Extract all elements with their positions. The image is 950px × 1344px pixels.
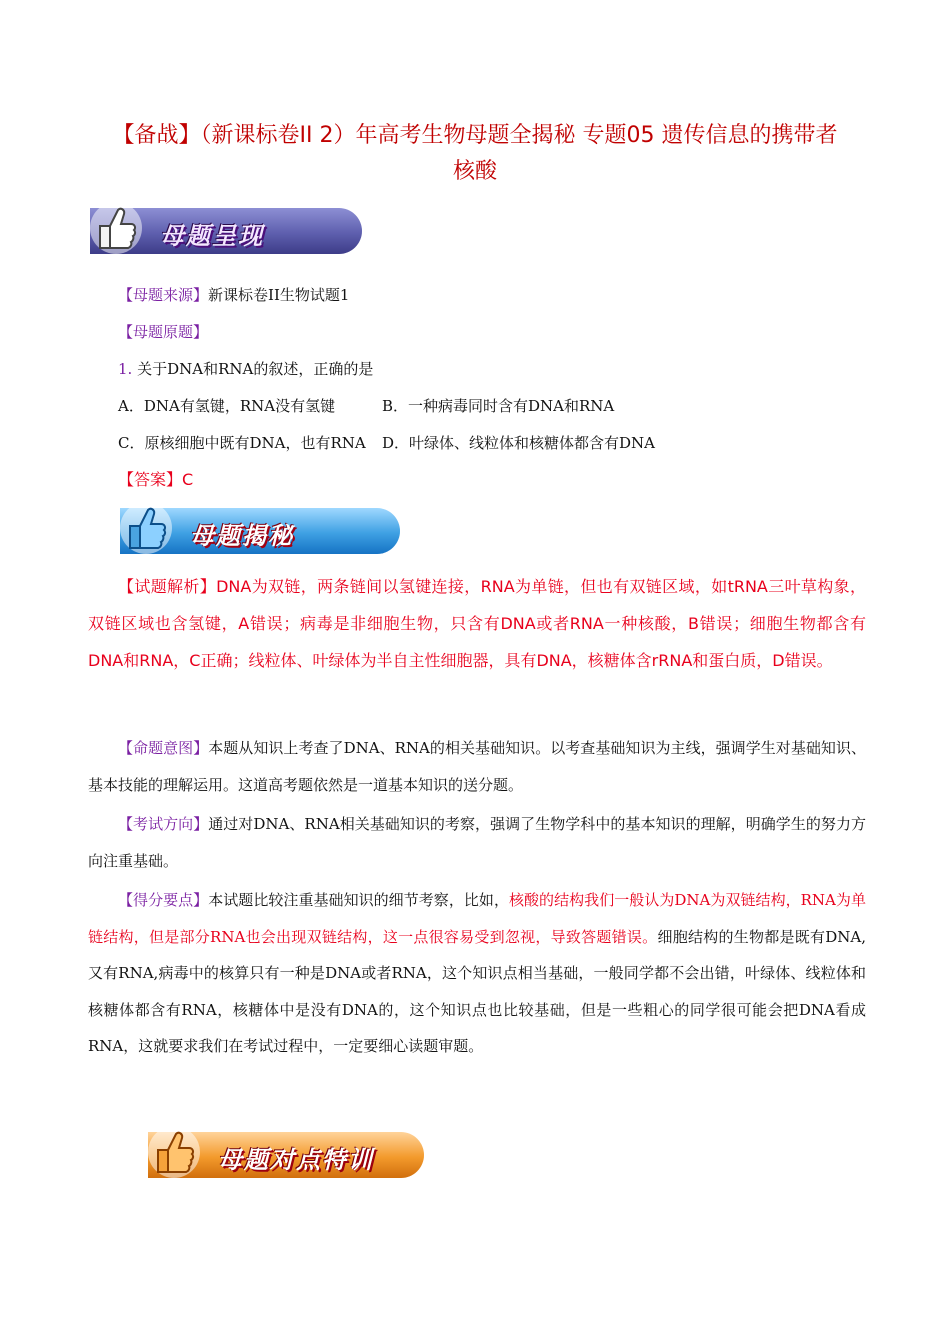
option-a: A．DNA有氢键，RNA没有氢键 [118, 397, 336, 415]
original-tag: 【母题原题】 [118, 323, 209, 341]
direction-paragraph [88, 806, 866, 879]
section-banner-reveal [120, 508, 400, 554]
points-paragraph [88, 882, 866, 1065]
answer-line [118, 470, 193, 490]
question-stem [118, 359, 373, 379]
thumbs-up-icon [88, 200, 144, 256]
intent-paragraph [88, 730, 866, 803]
direction-text: 通过对DNA、RNA相关基础知识的考察，强调了生物学科中的基本知识的理解，明确学生的努力方向注重基础。 [88, 815, 866, 870]
title-line-1: 【备战】（新课标卷II 2）年高考生物母题全揭秘 专题05 遗传信息的携带者 [112, 123, 838, 148]
source-line [118, 285, 349, 305]
question-number: 1. [118, 360, 133, 378]
points-text-red: 核酸的结构我们一般认为DNA为双链结构，RNA为单链结构，但是部分RNA也会出现双链结构，这一点很容易受到忽视，导致答题错误。 [88, 891, 866, 946]
option-d: D．叶绿体、线粒体和核糖体都含有DNA [382, 434, 656, 452]
intent-tag: 【命题意图】 [118, 739, 209, 757]
section-banner-presentation [90, 208, 362, 254]
points-text-b: 细胞结构的生物都是既有DNA,又有RNA,病毒中的核算只有一种是DNA或者RNA，这个知识点相当基础，一般同学都不会出错，叶绿体、线粒体和核糖体都含有RNA，核糖体中是没有DNA的，这个知识点也比较基础，但是一些粗心的同学很可能会把DNA看成RNA，这就要求我们在考试过程中，一定要细心读题审题。 [88, 927, 866, 1055]
original-line [118, 322, 208, 342]
answer-value: C [182, 470, 194, 489]
direction-tag: 【考试方向】 [118, 815, 209, 833]
analysis-paragraph [88, 568, 866, 679]
source-text: 新课标卷II生物试题1 [208, 286, 350, 304]
points-tag: 【得分要点】 [118, 891, 209, 909]
analysis-tag: 【试题解析】 [118, 577, 217, 596]
option-b: B．一种病毒同时含有DNA和RNA [382, 397, 615, 415]
banner-title: 母题揭秘 [190, 521, 294, 550]
option-c: C．原核细胞中既有DNA，也有RNA [118, 434, 366, 452]
thumbs-up-icon [118, 500, 174, 556]
thumbs-up-icon [146, 1124, 202, 1180]
question-text: 关于DNA和RNA的叙述，正确的是 [137, 360, 374, 378]
section-banner-practice [148, 1132, 424, 1178]
source-tag: 【母题来源】 [118, 286, 209, 304]
points-text-a: 本试题比较注重基础知识的细节考察，比如， [208, 891, 509, 909]
title-line-2: 核酸 [452, 159, 497, 184]
intent-text: 本题从知识上考查了DNA、RNA的相关基础知识。以考查基础知识为主线，强调学生对基础知识、基本技能的理解运用。这道高考题依然是一道基本知识的送分题。 [88, 739, 866, 794]
banner-title: 母题呈现 [160, 221, 264, 250]
analysis-text: DNA为双链，两条链间以氢键连接，RNA为单链，但也有双链区域，如tRNA三叶草构象，双链区域也含氢键，A错误；病毒是非细胞生物，只含有DNA或者RNA一种核酸，B错误；细胞生物都含有DNA和RNA，C正确；线粒体、叶绿体为半自主性细胞器，具有DNA，核糖体含rRNA和蛋白质，D错误。 [88, 577, 866, 670]
answer-tag: 【答案】 [118, 470, 183, 489]
banner-title: 母题对点特训 [218, 1145, 374, 1174]
page-title [70, 118, 880, 190]
